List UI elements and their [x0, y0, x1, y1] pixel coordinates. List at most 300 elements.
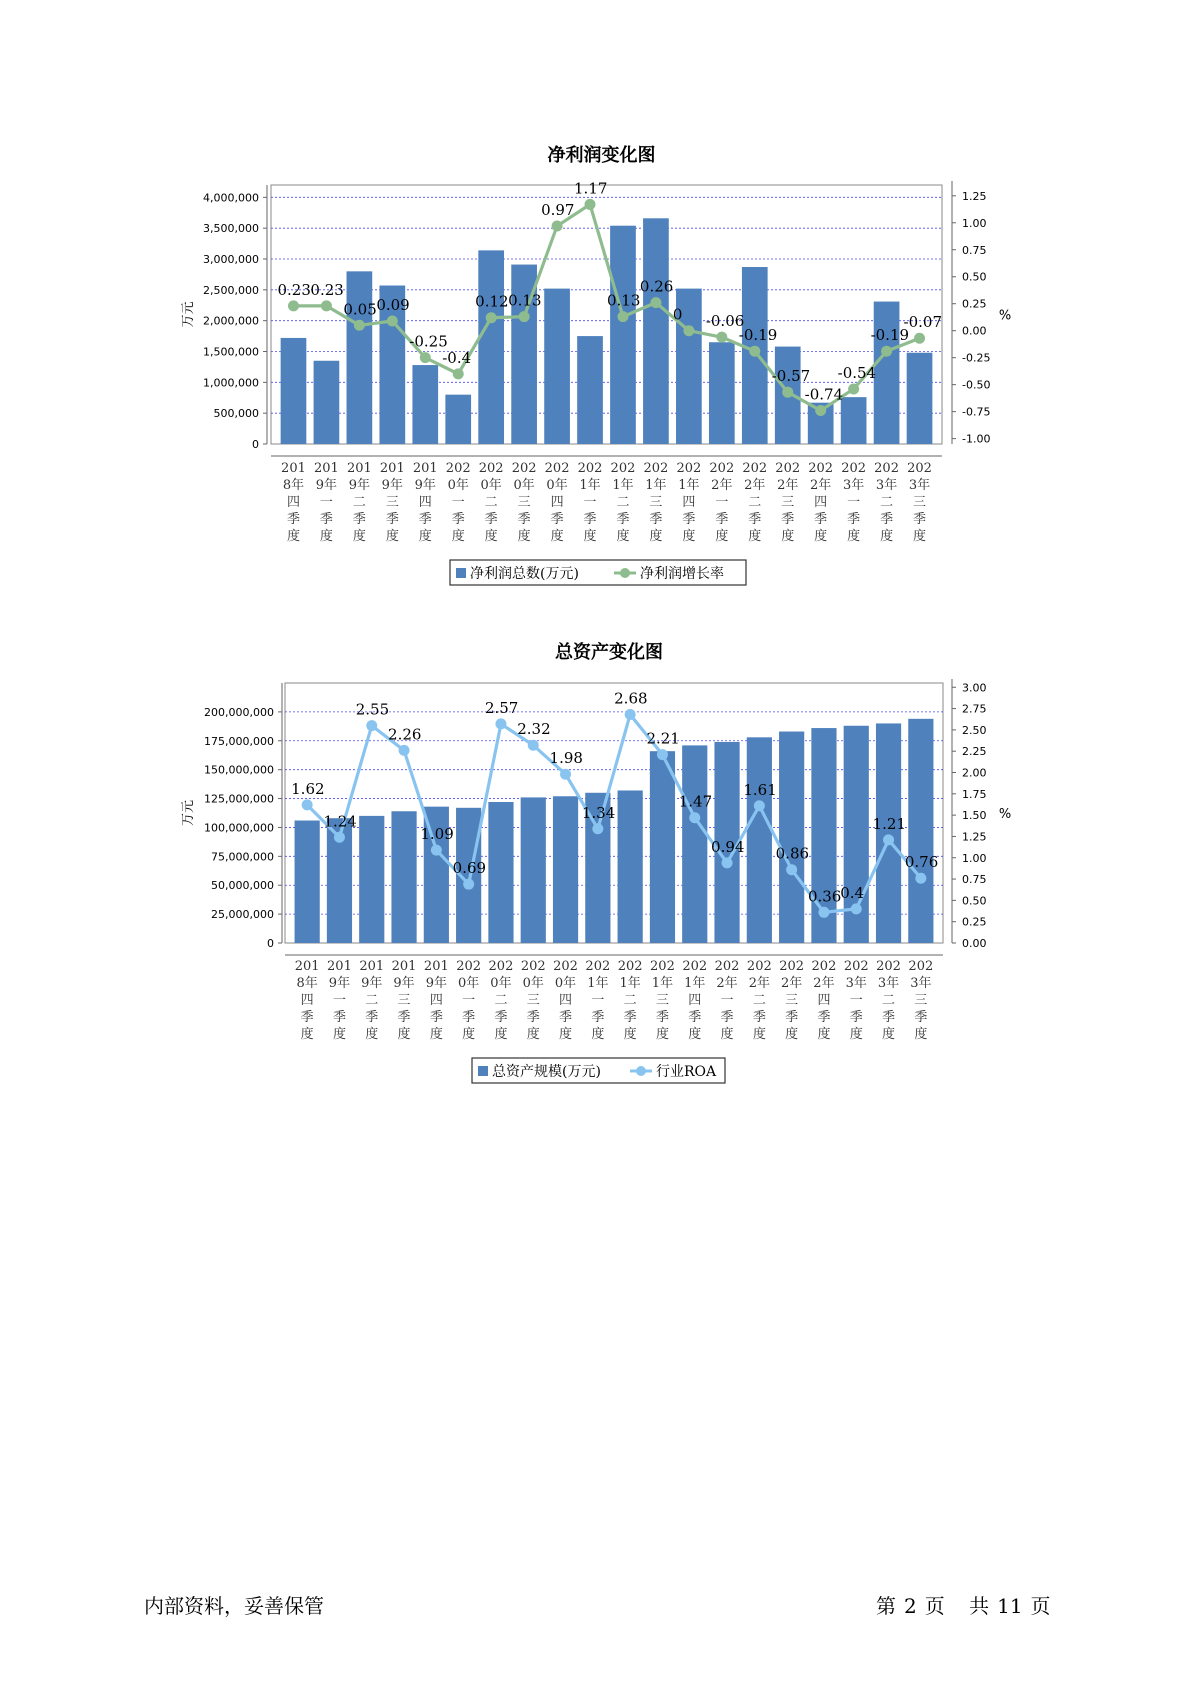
category-label: 季 — [882, 1010, 896, 1025]
category-label: 度 — [332, 1027, 346, 1042]
category-label: 度 — [817, 1027, 831, 1042]
category-label: 三 — [397, 993, 411, 1008]
data-label: 2.26 — [388, 725, 422, 744]
category-label: 3年 — [845, 976, 867, 991]
category-label: 度 — [397, 1027, 411, 1042]
line-point — [657, 749, 668, 760]
category-label: 202 — [610, 461, 636, 476]
category-label: 季 — [913, 512, 927, 527]
right-tick-label: 2.50 — [962, 723, 987, 737]
category-label: 度 — [847, 529, 861, 544]
category-label: 二 — [880, 495, 894, 510]
category-label: 四 — [286, 495, 300, 510]
data-label: 0.12 — [475, 292, 509, 311]
category-label: 季 — [429, 1010, 443, 1025]
category-label: 季 — [484, 512, 498, 527]
category-label: 度 — [451, 529, 465, 544]
right-tick-label: 2.25 — [962, 745, 987, 759]
category-label: 度 — [752, 1027, 766, 1042]
category-label: 四 — [550, 495, 564, 510]
category-label: 一 — [847, 495, 861, 510]
category-label: 三 — [914, 993, 928, 1008]
category-label: 度 — [583, 529, 597, 544]
line-point — [334, 832, 345, 843]
category-label: 季 — [880, 512, 894, 527]
line-point — [387, 315, 398, 326]
category-label: 度 — [484, 529, 498, 544]
category-label: 季 — [847, 512, 861, 527]
category-label: 9年 — [393, 976, 415, 991]
line-point — [288, 300, 299, 311]
line-point — [786, 864, 797, 875]
footer-confidential-note: 内部资料，妥善保管 — [144, 1594, 324, 1618]
legend-bar-swatch — [456, 568, 466, 578]
category-label: 度 — [300, 1027, 314, 1042]
category-label: 度 — [880, 529, 894, 544]
right-tick-label: 2.00 — [962, 766, 987, 780]
category-label: 9年 — [315, 478, 338, 493]
category-label: 季 — [494, 1010, 508, 1025]
data-label: 1.98 — [549, 749, 583, 768]
category-label: 度 — [526, 1027, 540, 1042]
left-tick-label: 1,000,000 — [203, 376, 259, 390]
category-label: 2年 — [716, 976, 738, 991]
category-label: 1年 — [651, 976, 674, 991]
category-label: 季 — [720, 1010, 734, 1025]
category-label: 202 — [643, 461, 669, 476]
category-label: 四 — [682, 495, 696, 510]
category-label: 季 — [418, 512, 432, 527]
category-label: 2年 — [711, 478, 733, 493]
category-label: 1年 — [684, 976, 706, 991]
category-label: 季 — [385, 512, 399, 527]
legend-label: 总资产规模(万元) — [492, 1064, 601, 1080]
category-label: 2年 — [748, 976, 770, 991]
legend-point-swatch — [636, 1066, 646, 1076]
line-point — [915, 873, 926, 884]
data-label: -0.54 — [837, 363, 877, 382]
bar — [391, 811, 416, 943]
bar — [747, 737, 772, 943]
category-label: 3年 — [877, 976, 900, 991]
line-point — [749, 346, 760, 357]
data-label: 0.23 — [277, 280, 311, 299]
right-tick-label: 0.50 — [962, 270, 987, 284]
left-tick-label: 2,000,000 — [203, 314, 259, 328]
right-tick-label: -0.50 — [962, 378, 991, 392]
data-label: 0.26 — [639, 277, 674, 296]
category-label: 三 — [655, 993, 669, 1008]
category-label: 1年 — [619, 976, 641, 991]
bar — [876, 723, 901, 943]
category-label: 一 — [720, 993, 734, 1008]
category-label: 202 — [445, 461, 471, 476]
category-label: 2年 — [810, 478, 832, 493]
left-tick-label: 4,000,000 — [203, 191, 259, 205]
category-label: 四 — [817, 993, 831, 1008]
category-label: 一 — [451, 495, 465, 510]
right-tick-label: 1.50 — [962, 809, 987, 823]
line-point — [463, 879, 474, 890]
right-tick-label: 1.75 — [962, 787, 987, 801]
category-label: 季 — [319, 512, 333, 527]
data-label: 0.36 — [807, 887, 842, 906]
category-label: 0年 — [458, 976, 480, 991]
category-label: 9年 — [348, 478, 371, 493]
legend-label: 行业ROA — [656, 1064, 717, 1080]
category-label: 三 — [785, 993, 799, 1008]
left-tick-label: 0 — [267, 937, 274, 950]
category-label: 202 — [907, 461, 932, 476]
category-label: 一 — [319, 495, 333, 510]
category-label: 202 — [682, 959, 708, 974]
category-label: 季 — [623, 1010, 637, 1025]
bar — [682, 745, 707, 943]
category-label: 度 — [616, 529, 630, 544]
category-label: 季 — [682, 512, 696, 527]
left-tick-label: 125,000,000 — [204, 792, 274, 806]
category-label: 202 — [775, 461, 801, 476]
bar — [874, 302, 900, 444]
category-label: 度 — [559, 1027, 573, 1042]
line-point — [754, 800, 765, 811]
category-label: 三 — [781, 495, 795, 510]
category-label: 季 — [462, 1010, 476, 1025]
category-label: 度 — [286, 529, 300, 544]
data-label: -0.74 — [804, 385, 844, 404]
line-point — [914, 333, 925, 344]
category-label: 季 — [616, 512, 630, 527]
category-label: 三 — [526, 993, 540, 1008]
category-label: 季 — [286, 512, 300, 527]
legend-label: 净利润增长率 — [640, 566, 724, 582]
category-label: 8年 — [282, 478, 305, 493]
page-unit: 页 — [924, 1594, 945, 1618]
category-label: 201 — [423, 959, 449, 974]
right-tick-label: 1.00 — [962, 216, 987, 230]
left-tick-label: 3,500,000 — [203, 222, 259, 236]
category-label: 季 — [352, 512, 366, 527]
category-label: 201 — [327, 959, 352, 974]
category-label: 201 — [412, 461, 438, 476]
category-label: 202 — [511, 461, 537, 476]
category-label: 四 — [814, 495, 828, 510]
category-label: 季 — [300, 1010, 314, 1025]
category-label: 0年 — [513, 478, 535, 493]
bar — [488, 802, 513, 943]
category-label: 0年 — [490, 976, 512, 991]
category-label: 201 — [391, 959, 417, 974]
category-label: 度 — [517, 529, 531, 544]
total-unit: 页 — [1030, 1594, 1051, 1618]
category-label: 8年 — [296, 976, 318, 991]
category-label: 201 — [294, 959, 320, 974]
category-label: 度 — [814, 529, 828, 544]
line-point — [495, 718, 506, 729]
category-label: 202 — [553, 959, 578, 974]
data-label: -0.19 — [870, 326, 910, 345]
category-label: 202 — [746, 959, 772, 974]
category-label: 一 — [462, 993, 476, 1008]
data-label: 0.09 — [376, 295, 410, 314]
category-label: 季 — [785, 1010, 799, 1025]
line-point — [420, 352, 431, 363]
category-label: 9年 — [381, 478, 403, 493]
category-label: 季 — [817, 1010, 831, 1025]
line-point — [302, 799, 313, 810]
category-label: 202 — [617, 959, 643, 974]
line-point — [818, 907, 829, 918]
bar — [908, 719, 933, 943]
line-point — [486, 312, 497, 323]
category-label: 三 — [913, 495, 927, 510]
category-label: 201 — [379, 461, 405, 476]
bar — [610, 226, 636, 444]
data-label: 0.97 — [541, 201, 575, 220]
category-label: 202 — [544, 461, 570, 476]
category-label: 季 — [526, 1010, 540, 1025]
right-tick-label: 1.25 — [962, 189, 987, 203]
category-label: 二 — [748, 495, 762, 510]
category-label: 0年 — [522, 976, 544, 991]
left-tick-label: 500,000 — [213, 407, 259, 421]
category-label: 度 — [494, 1027, 508, 1042]
data-label: 1.61 — [743, 780, 777, 799]
category-label: 3年 — [842, 478, 865, 493]
category-label: 9年 — [414, 478, 436, 493]
chart-title: 净利润变化图 — [547, 145, 656, 166]
left-tick-label: 3,000,000 — [203, 253, 259, 266]
left-axis-title: 万元 — [181, 301, 196, 328]
category-label: 二 — [752, 993, 766, 1008]
line-point — [592, 823, 603, 834]
category-label: 度 — [429, 1027, 443, 1042]
category-label: 2年 — [781, 976, 803, 991]
category-label: 202 — [650, 959, 675, 974]
right-tick-label: -0.25 — [962, 351, 991, 365]
line-point — [689, 812, 700, 823]
data-label: 1.62 — [291, 779, 325, 798]
category-label: 二 — [494, 993, 508, 1008]
line-point — [722, 857, 733, 868]
total-assets-chart — [181, 641, 1011, 1083]
bar — [841, 397, 867, 444]
category-label: 1年 — [678, 478, 700, 493]
line-point — [848, 383, 859, 394]
category-label: 三 — [649, 495, 663, 510]
data-label: 0.76 — [904, 853, 939, 872]
category-label: 度 — [781, 529, 795, 544]
category-label: 二 — [352, 495, 366, 510]
category-label: 四 — [559, 993, 573, 1008]
category-label: 四 — [688, 993, 702, 1008]
line-point — [560, 769, 571, 780]
bar — [521, 797, 546, 943]
category-label: 四 — [418, 495, 432, 510]
line-point — [552, 221, 563, 232]
category-label: 度 — [385, 529, 399, 544]
right-tick-label: 0.25 — [962, 915, 987, 929]
bar — [650, 751, 675, 943]
line-point — [321, 300, 332, 311]
right-tick-label: 0.75 — [962, 873, 987, 887]
category-label: 1年 — [645, 478, 667, 493]
category-label: 202 — [676, 461, 702, 476]
left-tick-label: 2,500,000 — [203, 283, 259, 297]
category-label: 度 — [623, 1027, 637, 1042]
bar — [359, 816, 384, 943]
line-point — [519, 311, 530, 322]
line-point — [782, 387, 793, 398]
category-label: 202 — [874, 461, 899, 476]
line-point — [528, 740, 539, 751]
category-label: 度 — [649, 529, 663, 544]
category-label: 2年 — [777, 478, 799, 493]
total-pages: 11 — [997, 1594, 1023, 1618]
category-label: 季 — [688, 1010, 702, 1025]
category-label: 一 — [332, 993, 346, 1008]
category-label: 度 — [550, 529, 564, 544]
chart-title: 总资产变化图 — [555, 642, 663, 663]
category-label: 202 — [811, 959, 837, 974]
category-label: 202 — [808, 461, 834, 476]
category-label: 季 — [517, 512, 531, 527]
category-label: 季 — [849, 1010, 863, 1025]
right-tick-label: 0.75 — [962, 243, 987, 257]
category-label: 二 — [616, 495, 630, 510]
footer-page-info — [876, 1590, 1059, 1619]
line-point — [881, 346, 892, 357]
bar — [618, 790, 643, 943]
data-label: 0.94 — [711, 837, 745, 856]
data-label: 1.47 — [678, 792, 713, 811]
bar — [281, 338, 307, 444]
category-label: 202 — [876, 959, 901, 974]
bar — [643, 218, 669, 444]
category-label: 度 — [655, 1027, 669, 1042]
category-label: 202 — [488, 959, 514, 974]
category-label: 202 — [714, 959, 740, 974]
category-label: 3年 — [875, 478, 898, 493]
bar — [577, 336, 603, 444]
left-tick-label: 200,000,000 — [204, 705, 274, 719]
category-label: 二 — [484, 495, 498, 510]
category-label: 季 — [715, 512, 729, 527]
data-label: 2.57 — [484, 698, 519, 717]
bar — [709, 342, 735, 444]
category-label: 3年 — [908, 478, 931, 493]
data-label: 1.34 — [581, 803, 616, 822]
bar — [295, 821, 320, 943]
category-label: 二 — [882, 993, 896, 1008]
category-label: 季 — [649, 512, 663, 527]
data-label: 1.24 — [323, 812, 357, 831]
data-label: 1.09 — [420, 825, 454, 844]
bar — [553, 796, 578, 943]
category-label: 季 — [550, 512, 564, 527]
data-label: 2.21 — [646, 729, 680, 748]
category-label: 201 — [314, 461, 339, 476]
bar — [314, 361, 340, 444]
bar — [779, 732, 804, 943]
category-label: 度 — [462, 1027, 476, 1042]
right-axis-title: % — [998, 308, 1012, 324]
category-label: 季 — [332, 1010, 346, 1025]
left-tick-label: 50,000,000 — [211, 879, 274, 893]
data-label: -0.57 — [771, 367, 811, 386]
right-tick-label: 2.75 — [962, 702, 987, 716]
line-point — [354, 320, 365, 331]
category-label: 1年 — [579, 478, 601, 493]
bar — [478, 250, 504, 444]
category-label: 季 — [748, 512, 762, 527]
bar — [544, 289, 570, 444]
line-point — [851, 903, 862, 914]
data-label: -0.4 — [442, 348, 472, 367]
category-label: 季 — [365, 1010, 379, 1025]
category-label: 1年 — [612, 478, 634, 493]
category-label: 202 — [779, 959, 805, 974]
category-label: 度 — [591, 1027, 605, 1042]
legend-point-swatch — [620, 568, 630, 578]
data-label: 0.05 — [343, 300, 377, 319]
legend-label: 净利润总数(万元) — [470, 566, 579, 582]
category-label: 度 — [319, 529, 333, 544]
category-label: 三 — [517, 495, 531, 510]
category-label: 201 — [359, 959, 385, 974]
category-label: 度 — [849, 1027, 863, 1042]
category-label: 2年 — [813, 976, 835, 991]
category-label: 9年 — [361, 976, 383, 991]
category-label: 一 — [715, 495, 729, 510]
line-point — [431, 845, 442, 856]
category-label: 0年 — [447, 478, 469, 493]
data-label: -0.07 — [903, 313, 942, 332]
line-point — [585, 199, 596, 210]
left-tick-label: 1,500,000 — [203, 345, 259, 359]
line-point — [366, 720, 377, 731]
category-label: 季 — [814, 512, 828, 527]
category-label: 202 — [908, 959, 934, 974]
category-label: 二 — [365, 993, 379, 1008]
line-point — [683, 325, 694, 336]
bar — [347, 271, 373, 444]
category-label: 0年 — [480, 478, 502, 493]
data-label: 2.55 — [355, 700, 390, 719]
category-label: 季 — [752, 1010, 766, 1025]
category-label: 202 — [520, 959, 546, 974]
line-point — [453, 368, 464, 379]
right-tick-label: 0.25 — [962, 297, 987, 311]
line-point — [883, 834, 894, 845]
category-label: 202 — [585, 959, 611, 974]
right-tick-label: 0.00 — [962, 937, 987, 950]
data-label: -0.25 — [409, 332, 448, 351]
category-label: 201 — [281, 461, 306, 476]
data-label: 0.13 — [508, 291, 542, 310]
category-label: 1年 — [587, 976, 609, 991]
line-point — [815, 405, 826, 416]
category-label: 度 — [882, 1027, 896, 1042]
data-label: 0.69 — [452, 859, 487, 878]
data-label: 1.17 — [574, 179, 608, 198]
category-label: 一 — [849, 993, 863, 1008]
total-prefix: 共 — [969, 1594, 990, 1618]
bar — [445, 395, 471, 444]
category-label: 度 — [418, 529, 432, 544]
line-point — [716, 332, 727, 343]
category-label: 9年 — [425, 976, 447, 991]
